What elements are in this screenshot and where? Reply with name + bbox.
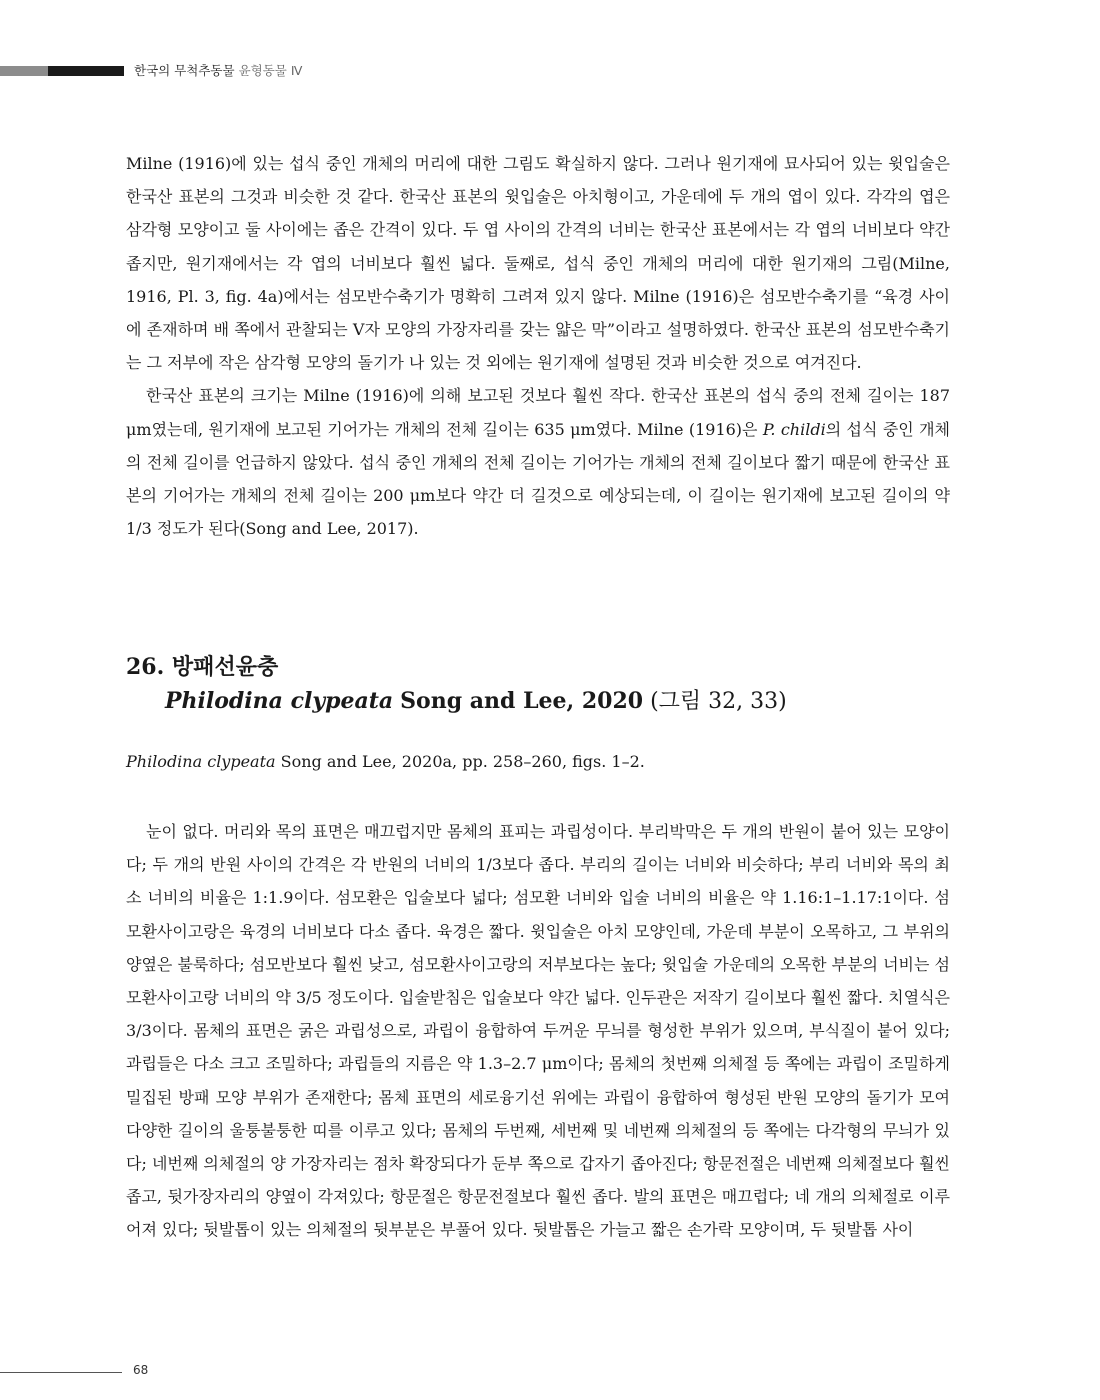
header-decor-bar-black [48, 66, 124, 76]
page-number: 68 [133, 1363, 149, 1377]
footer-rule [0, 1372, 122, 1373]
header-decor-bar-gray [0, 66, 48, 76]
discussion-paragraph-2 [126, 379, 950, 545]
description-section [126, 815, 950, 1247]
running-header [134, 61, 302, 79]
citation-scientific-name: Philodina clypeata [126, 752, 276, 771]
volume-title: 윤형동물 Ⅳ [238, 63, 303, 78]
discussion-paragraph-1: Milne (1916)에 있는 섭식 중인 개체의 머리에 대한 그림도 확실하지 않다. 그러나 원기재에 묘사되어 있는 윗입술은 한국산 표본의 그것과 비슷한 것 같다. 한국산 표본의 윗입술은 아치형이고, 가운데에 두 개의 엽이 있다. 각각의 엽은 삼각형 모양이고 둘 사이에는 좁은 간격이 있다. 두 엽 사이의 간격의 너비는 한국산 표본에서는 각 엽의 너비보다 약간 좁지만, 원기재에서는 각 엽의 너비보다 훨씬 넓다. 둘째로, 섭식 중인 개체의 머리에 대한 원기재의 그림(Milne, 1916, Pl. 3, fig. 4a)에서는 섬모반수축기가 명확히 그려져 있지 않다. Milne (1916)은 섬모반수축기를 “육경 사이에 존재하며 배 쪽에서 관찰되는 V자 모양의 가장자리를 갖는 얇은 막”이라고 설명하였다. 한국산 표본의 섬모반수축기는 그 저부에 작은 삼각형 모양의 돌기가 나 있는 것 외에는 원기재에 설명된 것과 비슷한 것으로 여겨진다. [126, 154, 950, 373]
description-paragraph: 눈이 없다. 머리와 목의 표면은 매끄럽지만 몸체의 표피는 과립성이다. 부리박막은 두 개의 반원이 붙어 있는 모양이다; 두 개의 반원 사이의 간격은 각 반원의 너비의 1/3보다 좁다. 부리의 길이는 너비와 비슷하다; 부리 너비와 목의 최소 너비의 비율은 1:1.9이다. 섬모환은 입술보다 넓다; 섬모환 너비와 입술 너비의 비율은 약 1.16:1–1.17:1이다. 섬모환사이고랑은 육경의 너비보다 다소 좁다. 육경은 짧다. 윗입술은 아치 모양인데, 가운데 부분이 오목하고, 그 부위의 양옆은 불룩하다; 섬모반보다 훨씬 낮고, 섬모환사이고랑의 저부보다는 높다; 윗입술 가운데의 오목한 부분의 너비는 섬모환사이고랑 너비의 약 3/5 정도이다. 입술받침은 입술보다 약간 넓다. 인두관은 저작기 길이보다 훨씬 짧다. 치열식은 3/3이다. 몸체의 표면은 굵은 과립성으로, 과립이 융합하여 두꺼운 무늬를 형성한 부위가 있으며, 부식질이 붙어 있다; 과립들은 다소 크고 조밀하다; 과립들의 지름은 약 1.3–2.7 μm이다; 몸체의 첫번째 의체절 등 쪽에는 과립이 조밀하게 밀집된 방패 모양 부위가 존재한다; 몸체 표면의 세로융기선 위에는 과립이 융합하여 형성된 반원 모양의 돌기가 모여 다양한 길이의 울퉁불퉁한 띠를 이루고 있다; 몸체의 두번째, 세번째 및 네번째 의체절의 등 쪽에는 다각형의 무늬가 있다; 네번째 의체절의 양 가장자리는 점차 확장되다가 둔부 쪽으로 갑자기 좁아진다; 항문전절은 네번째 의체절보다 훨씬 좁고, 뒷가장자리의 양옆이 각져있다; 항문절은 항문전절보다 훨씬 좁다. 발의 표면은 매끄럽다; 네 개의 의체절로 이루어져 있다; 뒷발톱이 있는 의체절의 뒷부분은 부풀어 있다. 뒷발톱은 가늘고 짧은 손가락 모양이며, 두 뒷발톱 사이 [126, 822, 950, 1240]
scientific-name: Philodina clypeata [165, 688, 394, 714]
species-name-inline: P. childi [762, 419, 826, 439]
figure-reference: (그림 32, 33) [650, 689, 787, 714]
authority: Song and Lee, 2020 [400, 688, 644, 714]
book-title: 한국의 무척추동물 [134, 63, 235, 78]
citation-reference: Song and Lee, 2020a, pp. 258–260, figs. 1–2. [280, 752, 645, 771]
discussion-paragraph-2-part-a: 한국산 표본의 크기는 Milne (1916)에 의해 보고된 것보다 훨씬 작다. 한국산 표본의 섭식 중의 전체 길이는 187 μm였는데, 원기재에 보고된 기어가는 개체의 전체 길이는 635 μm였다. Milne (1916)은 [126, 386, 950, 439]
discussion-paragraph-2-part-b: 의 섭식 중인 개체의 전체 길이를 언급하지 않았다. 섭식 중인 개체의 전체 길이는 기어가는 개체의 전체 길이보다 짧기 때문에 한국산 표본의 기어가는 개체의 전체 길이는 200 μm보다 약간 더 길것으로 예상되는데, 이 길이는 원기재에 보고된 길이의 약 1/3 정도가 된다(Song and Lee, 2017). [126, 419, 951, 539]
species-heading-scientific [165, 684, 787, 715]
discussion-section [126, 147, 950, 545]
synonymy-citation [126, 752, 645, 771]
species-heading-korean: 26. 방패선윤충 [126, 654, 279, 680]
